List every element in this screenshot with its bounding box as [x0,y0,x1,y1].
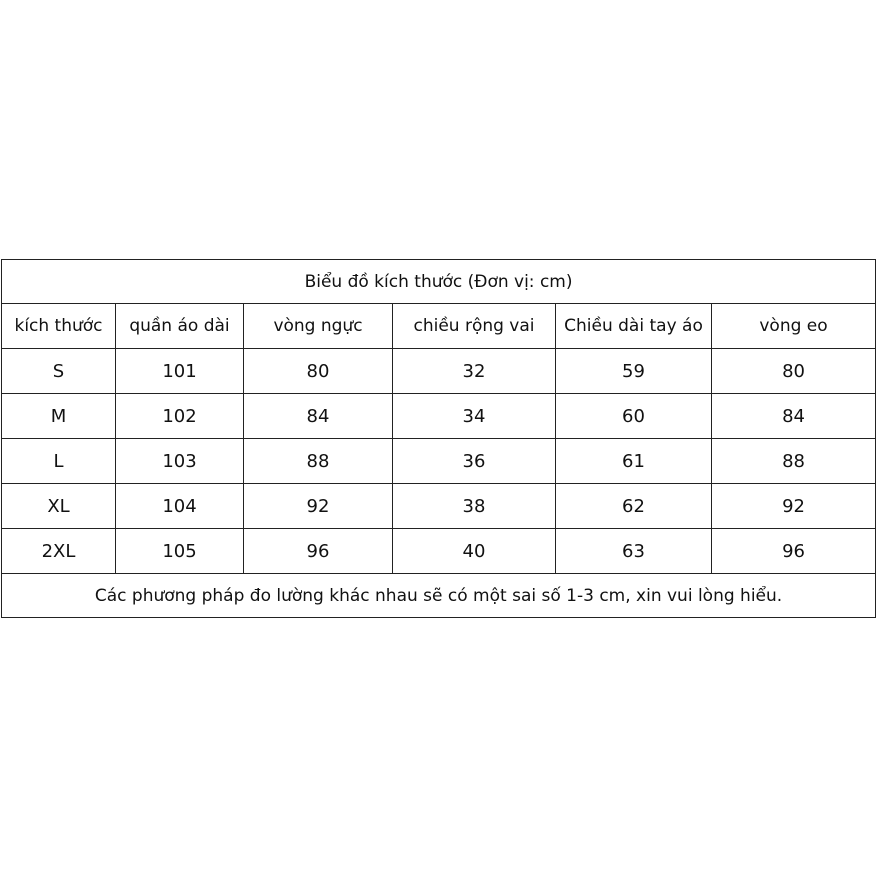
header-waist: vòng eo [712,304,876,349]
cell-waist: 92 [712,484,876,529]
cell-sleeve: 60 [556,394,712,439]
cell-sleeve: 62 [556,484,712,529]
header-length: quần áo dài [116,304,244,349]
cell-waist: 84 [712,394,876,439]
cell-size: XL [2,484,116,529]
cell-length: 103 [116,439,244,484]
header-row [2,304,876,349]
table-row [2,439,876,484]
cell-length: 105 [116,529,244,574]
cell-chest: 96 [244,529,393,574]
cell-sleeve: 59 [556,349,712,394]
cell-waist: 88 [712,439,876,484]
header-shoulder: chiều rộng vai [393,304,556,349]
cell-waist: 96 [712,529,876,574]
cell-chest: 84 [244,394,393,439]
cell-shoulder: 36 [393,439,556,484]
header-size: kích thước [2,304,116,349]
cell-shoulder: 38 [393,484,556,529]
cell-chest: 80 [244,349,393,394]
title-row [2,260,876,304]
cell-shoulder: 32 [393,349,556,394]
cell-size: S [2,349,116,394]
cell-sleeve: 63 [556,529,712,574]
cell-length: 101 [116,349,244,394]
size-chart-table [1,259,876,618]
cell-waist: 80 [712,349,876,394]
note-row [2,574,876,618]
cell-shoulder: 40 [393,529,556,574]
table-row [2,349,876,394]
cell-shoulder: 34 [393,394,556,439]
cell-chest: 88 [244,439,393,484]
cell-sleeve: 61 [556,439,712,484]
table-row [2,484,876,529]
cell-chest: 92 [244,484,393,529]
table-row [2,394,876,439]
cell-length: 102 [116,394,244,439]
chart-title: Biểu đồ kích thước (Đơn vị: cm) [2,260,876,304]
cell-size: 2XL [2,529,116,574]
cell-size: L [2,439,116,484]
table-row [2,529,876,574]
measurement-note: Các phương pháp đo lường khác nhau sẽ có một sai số 1-3 cm, xin vui lòng hiểu. [2,574,876,618]
cell-length: 104 [116,484,244,529]
header-chest: vòng ngực [244,304,393,349]
header-sleeve: Chiều dài tay áo [556,304,712,349]
cell-size: M [2,394,116,439]
